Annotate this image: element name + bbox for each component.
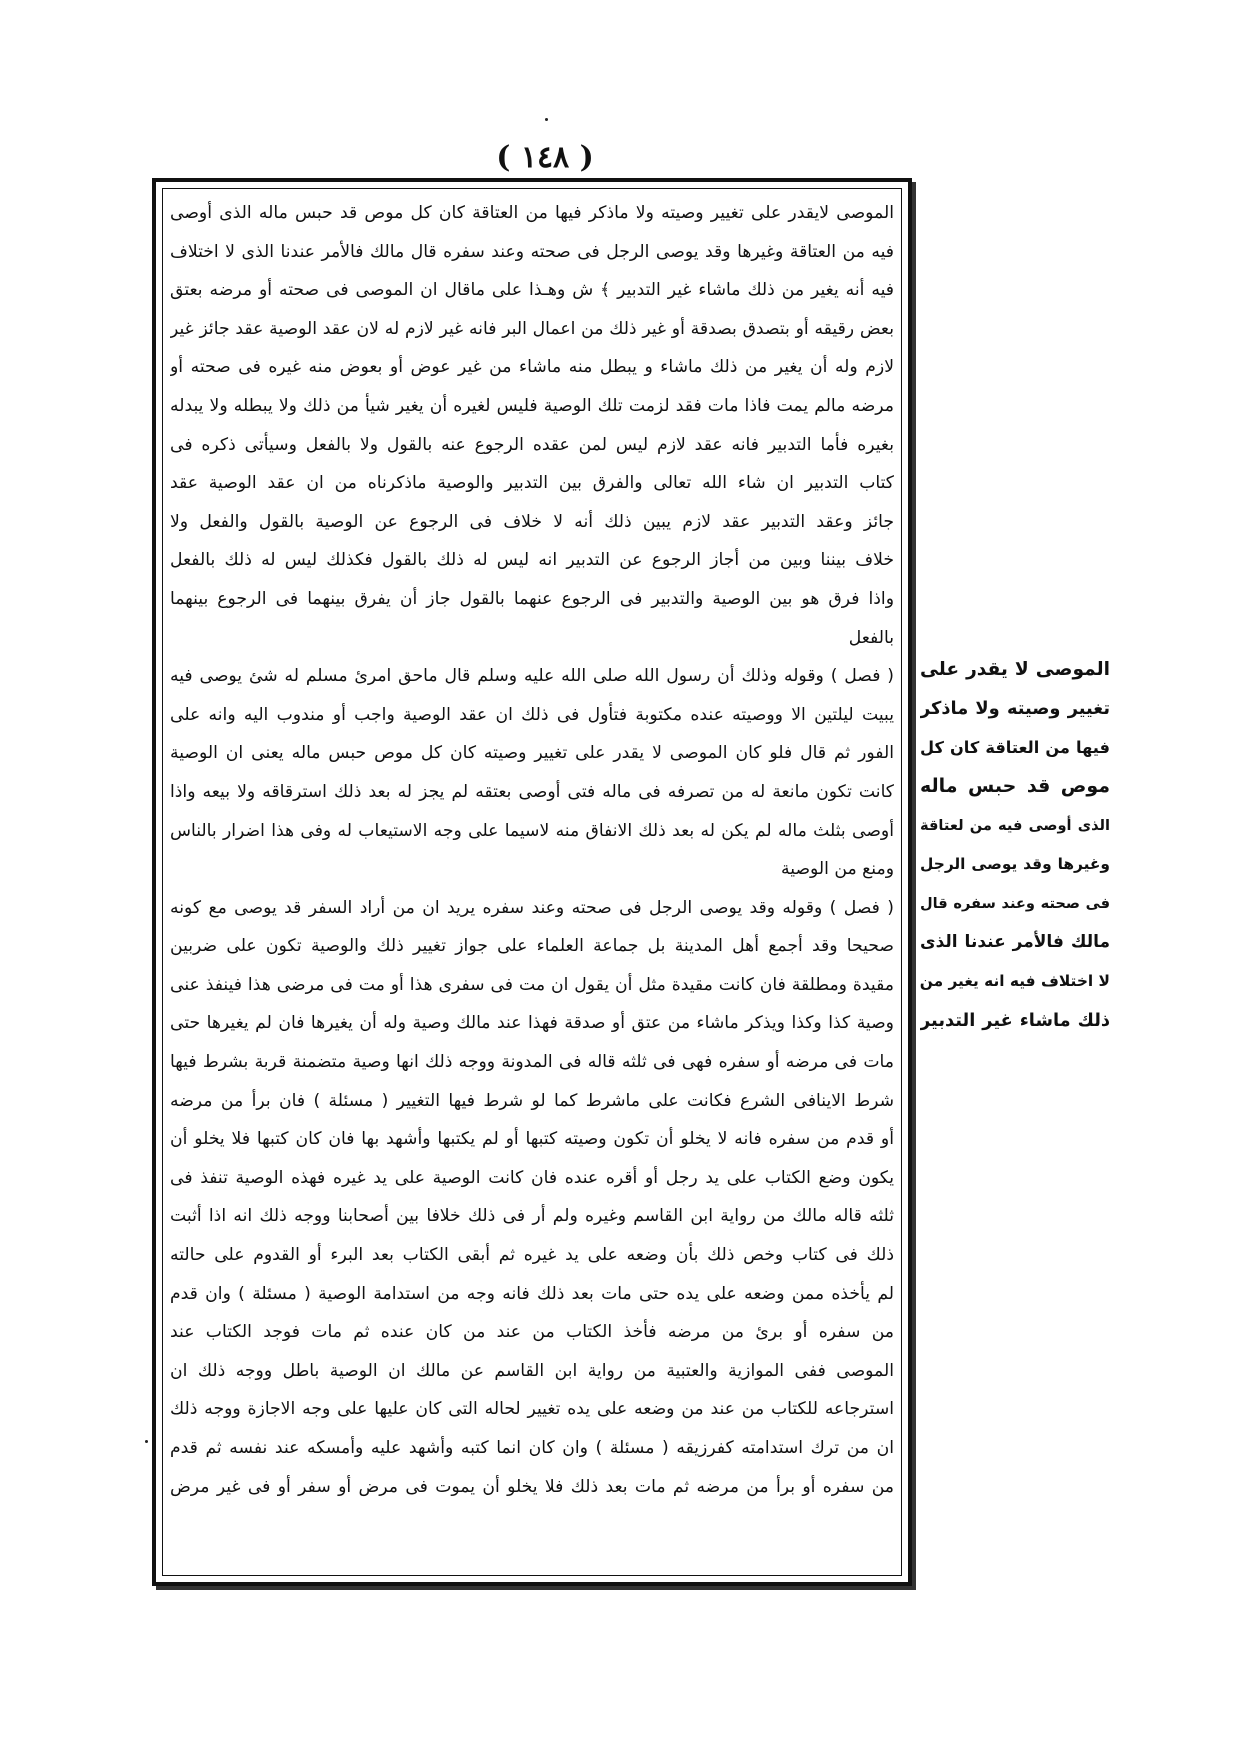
ink-speck bbox=[545, 118, 548, 121]
text-line: شرط الاينافى الشرع فكانت على ماشرط كما لو شرط فيها التغيير ( مسئلة ) فان برأ من مرضه bbox=[170, 1090, 894, 1111]
text-line: لازم وله أن يغير من ذلك ماشاء و يبطل منه ماشاء من غير عوض أو بعوض منه غيره فى صحته أو bbox=[170, 357, 894, 378]
text-line: فيه أنه يغير من ذلك ماشاء غير التدبير ﴾ ش وهـذا على ماقال ان الموصى فى صحته أو مرضه بعتق bbox=[170, 280, 894, 301]
text-line: خلاف بيننا وبين من أجاز الرجوع عن التدبير انه ليس له ذلك بالقول فكذلك ليس له ذلك بالفعل bbox=[170, 550, 894, 571]
text-line: يبيت ليلتين الا ووصيته عنده مكتوبة فتأول فى ذلك ان عقد الوصية واجب أو مندوب اليه وانه على bbox=[170, 704, 894, 725]
text-line: واذا فرق هو بين الوصية والتدبير فى الرجوع عنهما بالقول جاز أن يفرق بينهما فى الرجوع بينهما bbox=[170, 588, 894, 609]
text-line: ذلك فى كتاب وخص ذلك بأن وضعه على يد غيره ثم أبقى الكتاب بعد البرء أو القدوم على حالته bbox=[170, 1245, 894, 1266]
text-line: فيه من العتاقة وغيرها وقد يوصى الرجل فى صحته وعند سفره قال مالك فالأمر عندنا الذى لا اختلاف bbox=[170, 241, 894, 262]
ink-speck bbox=[145, 1440, 148, 1443]
text-line: صحيحا وقد أجمع أهل المدينة بل جماعة العلماء على جواز تغيير ذلك والوصية تكون على ضربين bbox=[170, 936, 894, 957]
text-line: مرضه مالم يمت فاذا مات فقد لزمت تلك الوصية فليس لغيره أن يغير شيأ من ذلك ولا يبطله ولا يبدله bbox=[170, 395, 894, 416]
margin-note-line: موص قد حبس ماله bbox=[920, 775, 1110, 797]
text-line: كتاب التدبير ان شاء الله تعالى والفرق بين التدبير والوصية ماذكرناه من ان عقد الوصية عقد bbox=[170, 473, 894, 494]
text-line: أوصى بثلث ماله لم يكن له بعد ذلك الانفاق منه لاسيما على وجه الاستيعاب له وفى هذا اضرار بالناس bbox=[170, 820, 894, 841]
text-line: بعض رقيقه أو بتصدق بصدقة أو غير ذلك من اعمال البر فانه غير لازم له لان عقد الوصية عقد جائز غير bbox=[170, 318, 894, 339]
text-line-fasl: ( فصل ) وقوله وذلك أن رسول الله صلى الله عليه وسلم قال ماحق امرئ مسلم له شئ يوصى فيه bbox=[170, 666, 894, 687]
text-line-fasl: ( فصل ) وقوله وقد يوصى الرجل فى صحته وعند سفره يريد ان من أراد السفر قد يوصى مع كونه bbox=[170, 897, 894, 918]
text-line: بغيره فأما التدبير فانه عقد لازم ليس لمن عقده الرجوع عنه بالقول ولا بالفعل وسيأتى ذكره فى bbox=[170, 434, 894, 455]
margin-note-line: الموصى لا يقدر على bbox=[920, 659, 1110, 680]
margin-note-line: تغيير وصيته ولا ماذكر bbox=[920, 698, 1110, 719]
text-line: يكون وضع الكتاب على يد رجل أو أقره عنده فان كانت الوصية على يد غيره فهذه الوصية تنفذ فى bbox=[170, 1167, 894, 1188]
text-frame bbox=[152, 178, 912, 1586]
margin-note-line: الذى أوصى فيه من لعتاقة bbox=[920, 817, 1110, 834]
text-line: مقيدة ومطلقة فان كانت مقيدة مثل أن يقول ان مت فى سفرى هذا أو مت فى مرضى هذا فينفذ عنى bbox=[170, 974, 894, 995]
text-line: أو قدم من سفره فانه لا يخلو أن تكون وصيته كتبها أو لم يكتبها وأشهد بها فان كان كتبها فلا يخلو أن bbox=[170, 1129, 894, 1150]
margin-note-line: لا اختلاف فيه انه يغير من bbox=[920, 972, 1110, 990]
text-line: وصية كذا وكذا ويذكر ماشاء من عتق أو صدقة فهذا عند مالك وصية وله أن يغيرها فان لم يغيرها حتى bbox=[170, 1013, 894, 1034]
text-line: بالفعل bbox=[848, 627, 894, 648]
margin-note-line: وغيرها وقد يوصى الرجل bbox=[920, 855, 1110, 873]
text-line: مات فى مرضه أو سفره فهى فى ثلثه قاله فى المدونة ووجه ذلك انها وصية متضمنة قربة بشرط فيها bbox=[170, 1052, 894, 1073]
main-text-column bbox=[170, 194, 894, 1570]
text-line: استرجاعه للكتاب من عند من وضعه على يده تغيير لحاله التى كان عليها على وجه الاجازة ووجه ذلك bbox=[170, 1399, 894, 1420]
text-line: لم يأخذه ممن وضعه على يده حتى مات بعد ذلك فانه وجه من استدامة الوصية ( مسئلة ) وان قدم bbox=[170, 1283, 894, 1304]
page-number: ( ١٤٨ ) bbox=[496, 140, 594, 175]
text-line: ان من ترك استدامته كفرزيقه ( مسئلة ) وان كان انما كتبه وأشهد عليه وأمسكه عند نفسه ثم قدم bbox=[170, 1438, 894, 1458]
text-line: جائز وعقد التدبير عقد لازم يبين ذلك أنه لا خلاف فى الرجوع عن الوصية بالقول والفعل ولا bbox=[170, 511, 894, 532]
text-line: الفور ثم قال فلو كان الموصى لا يقدر على تغيير وصيته كان كل موص حبس ماله يعنى ان الوصية bbox=[170, 743, 894, 764]
text-line: الموصى ففى الموازية والعتبية من رواية ابن القاسم عن مالك ان الوصية باطل ووجه ذلك ان bbox=[170, 1360, 894, 1381]
text-line: ومنع من الوصية bbox=[781, 859, 894, 880]
margin-note-line: فيها من العتاقة كان كل bbox=[920, 738, 1110, 757]
text-line: ثلثه قاله مالك من رواية ابن القاسم وغيره ولم أر فى ذلك خلافا بين أصحابنا ووجه ذلك انه اذا أثبت bbox=[170, 1206, 894, 1227]
margin-note-line: ذلك ماشاء غير التدبير bbox=[920, 1010, 1110, 1031]
margin-note bbox=[920, 650, 1110, 1040]
margin-note-line: مالك فالأمر عندنا الذى bbox=[920, 932, 1110, 952]
text-line: من سفره أو برأ من مرضه ثم مات بعد ذلك فلا يخلو أن يموت فى مرض أو سفر أو فى غير مرض bbox=[170, 1476, 894, 1497]
text-line: من سفره أو برئ من مرضه فأخذ الكتاب من عند من كان عنده ثم مات فوجد الكتاب عند bbox=[170, 1322, 894, 1343]
margin-note-line: فى صحته وعند سفره قال bbox=[920, 895, 1110, 912]
text-line: كانت تكون مانعة له من تصرفه فى ماله فتى أوصى بعتقه لم يجز له بعد ذلك استرقاقه ولا بيعه واذا bbox=[170, 781, 894, 802]
text-line: الموصى لايقدر على تغيير وصيته ولا ماذكر فيها من العتاقة كان كل موص قد حبس ماله الذى أوصى bbox=[170, 203, 894, 223]
